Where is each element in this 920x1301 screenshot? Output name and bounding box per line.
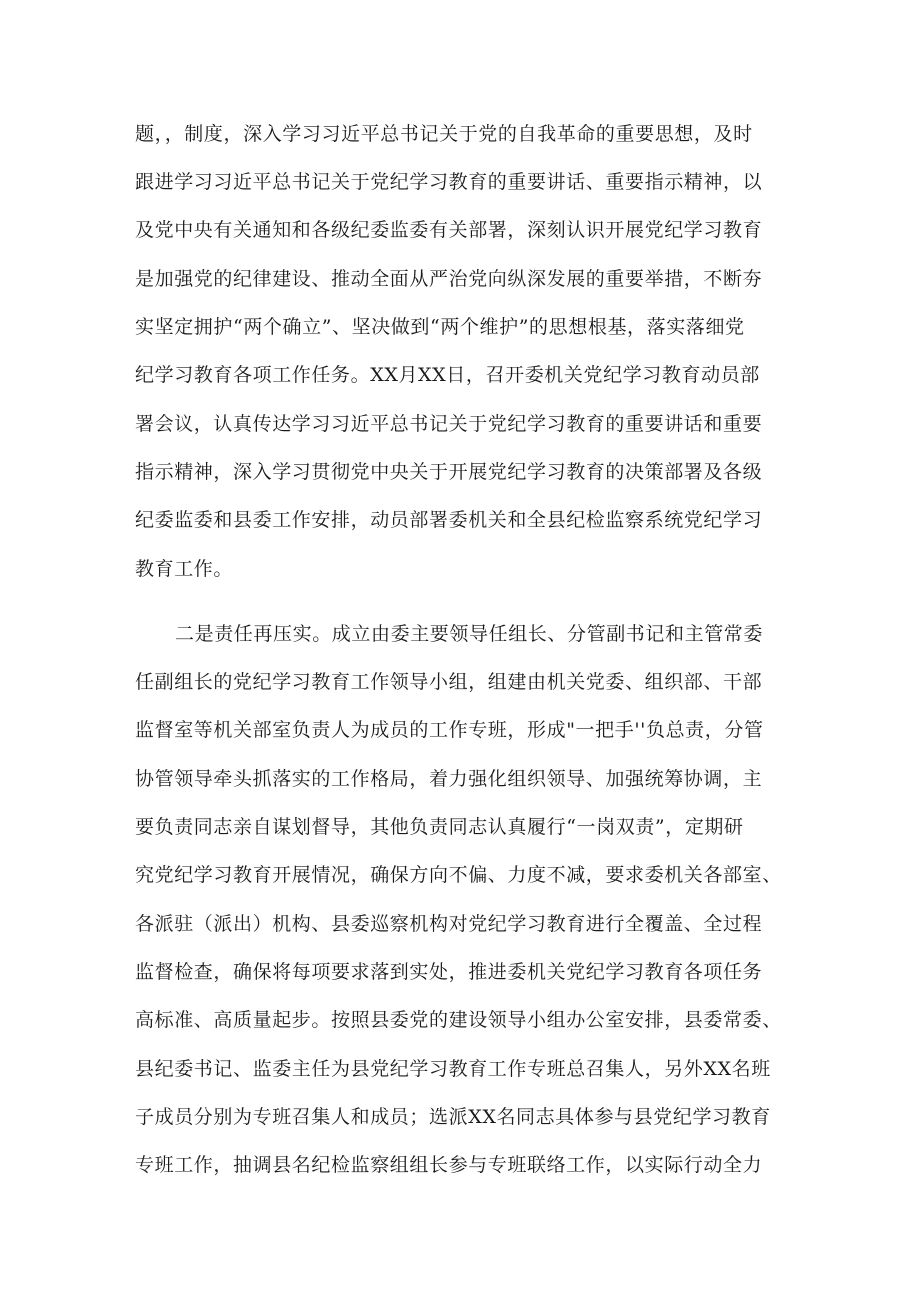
text-line: 高标准、高质量起步。按照县委党的建设领导小组办公室安排，县委常委、 <box>135 1009 782 1031</box>
text-line: 署会议，认真传达学习习近平总书记关于党纪学习教育的重要讲话和重要 <box>135 413 763 435</box>
text-line: 县纪委书记、监委主任为县党纪学习教育工作专班总召集人，另外XX名班 <box>135 1058 771 1080</box>
text-line: 及党中央有关通知和各级纪委监委有关部署，深刻认识开展党纪学习教育 <box>135 219 763 241</box>
text-line: 监督室等机关部室负责人为成员的工作专班，形成"一把手''负总责，分管 <box>135 719 764 741</box>
text-line: 指示精神，深入学习贯彻党中央关于开展党纪学习教育的决策部署及各级 <box>135 461 763 483</box>
text-line: 子成员分别为专班召集人和成员；选派XX名同志具体参与县党纪学习教育 <box>135 1106 771 1128</box>
text-line: 实坚定拥护“两个确立”、坚决做到“两个维护”的思想根基，落实落细党 <box>135 316 745 338</box>
text-line: 是加强党的纪律建设、推动全面从严治党向纵深发展的重要举措，不断夯 <box>135 268 763 290</box>
text-line: 专班工作，抽调县名纪检监察组组长参与专班联络工作，以实际行动全力 <box>135 1154 763 1176</box>
text-line: 题，，制度，深入学习习近平总书记关于党的自我革命的重要思想，及时 <box>135 123 753 145</box>
text-line: 协管领导牵头抓落实的工作格局，着力强化组织领导、加强统筹协调，主 <box>135 768 763 790</box>
text-line: 纪委监委和县委工作安排，动员部署委机关和全县纪检监察系统党纪学习 <box>135 509 763 531</box>
text-line: 究党纪学习教育开展情况，确保方向不偏、力度不减，要求委机关各部室、 <box>135 864 782 886</box>
text-line: 监督检查，确保将每项要求落到实处，推进委机关党纪学习教育各项任务 <box>135 961 763 983</box>
text-line: 任副组长的党纪学习教育工作领导小组，组建由机关党委、组织部、干部 <box>135 671 763 693</box>
text-line: 要负责同志亲自谋划督导，其他负责同志认真履行“一岗双责”，定期研 <box>135 816 744 838</box>
text-line: 各派驻（派出）机构、县委巡察机构对党纪学习教育进行全覆盖、全过程 <box>135 913 763 935</box>
text-line: 纪学习教育各项工作任务。XX月XX日，召开委机关党纪学习教育动员部 <box>135 364 760 386</box>
text-line: 教育工作。 <box>135 558 234 580</box>
text-line: 跟进学习习近平总书记关于党纪学习教育的重要讲话、重要指示精神，以 <box>135 171 763 193</box>
text-line: 二是责任再压实。成立由委主要领导任组长、分管副书记和主管常委 <box>175 623 764 645</box>
